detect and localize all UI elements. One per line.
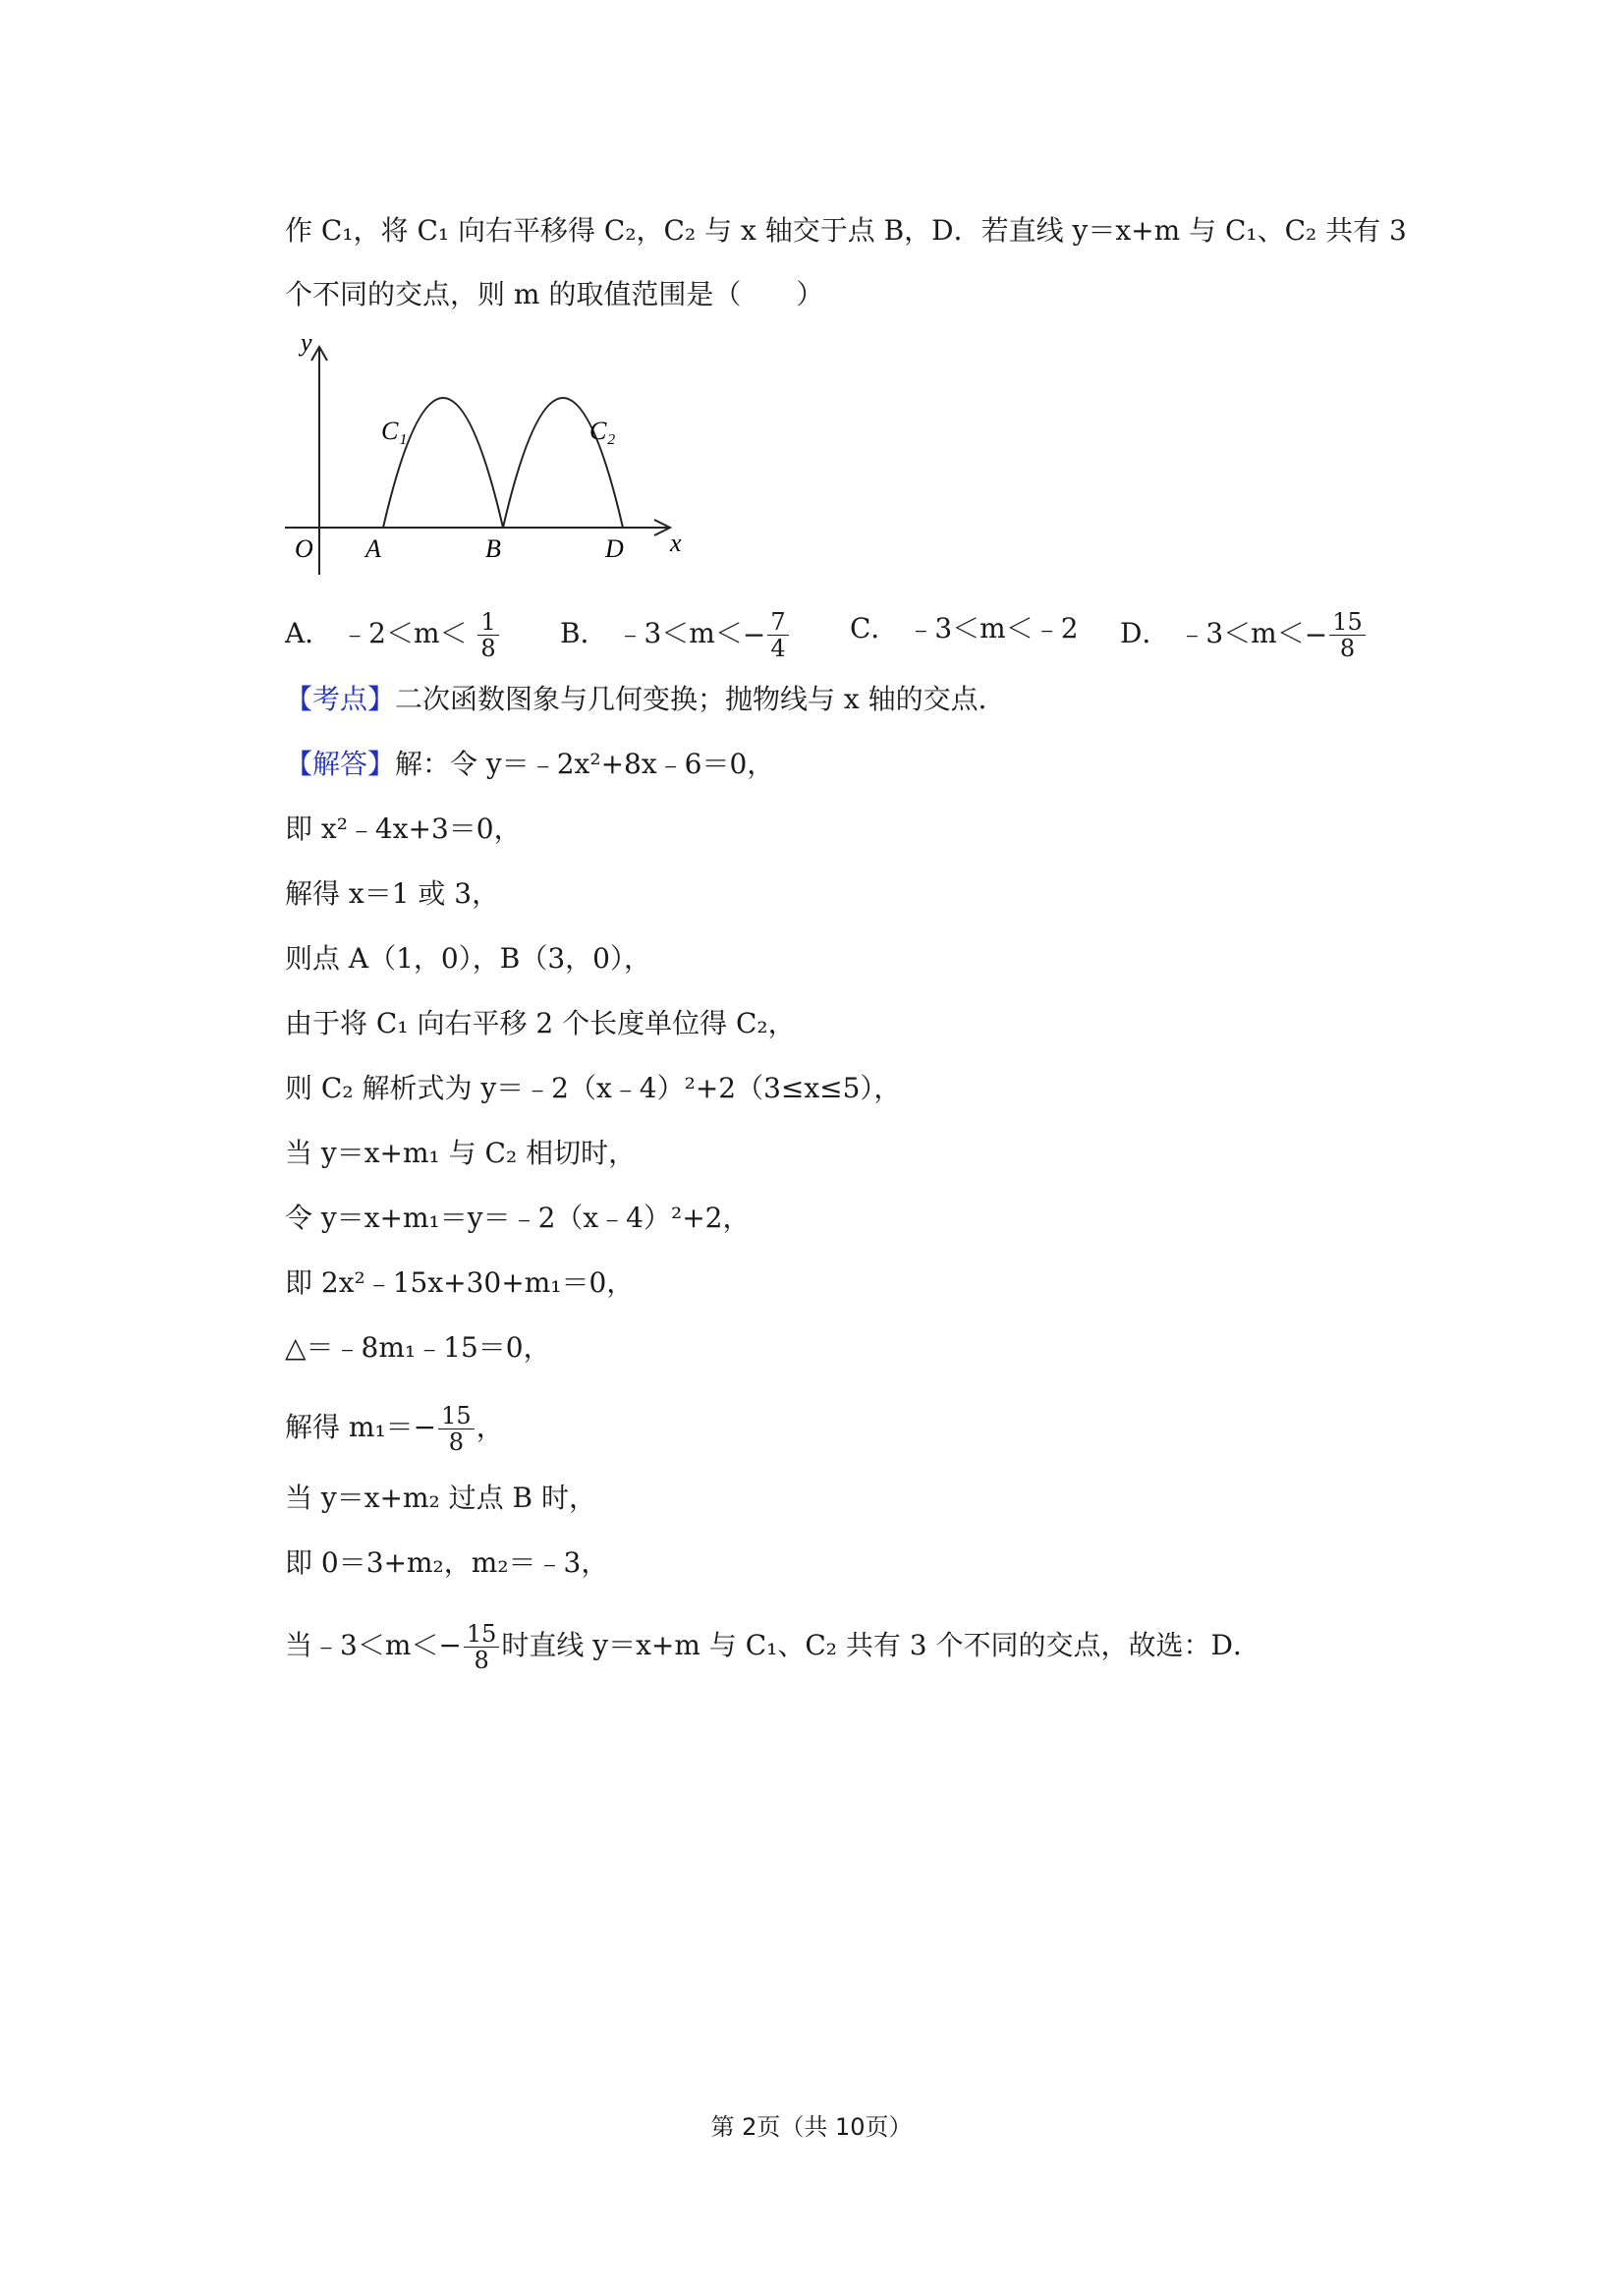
choice-a[interactable] <box>285 609 501 661</box>
final-suffix: 时直线 y＝x+m 与 C₁、C₂ 共有 3 个不同的交点，故选：D． <box>501 1629 1260 1661</box>
choice-fraction <box>767 609 788 661</box>
solution-step: 当 y＝x+m₁ 与 C₂ 相切时， <box>285 1137 637 1169</box>
curve-c1-label: C₁ <box>381 417 408 445</box>
curve-c2-label: C₂ <box>589 417 616 445</box>
fraction-numerator: 15 <box>438 1403 475 1429</box>
solution-step: 解得 x＝1 或 3， <box>285 877 500 910</box>
fraction-denominator: 8 <box>480 635 496 662</box>
point-b-label: B <box>485 534 501 563</box>
final-answer-line <box>285 1621 1260 1673</box>
parabola-graph <box>275 329 707 585</box>
fraction-denominator: 8 <box>474 1647 489 1674</box>
choice-text: ﹣2＜m＜ <box>341 617 468 649</box>
choice-d[interactable] <box>1120 609 1368 661</box>
choice-fraction <box>477 609 498 661</box>
fraction-numerator: 15 <box>464 1621 500 1648</box>
step-suffix: ， <box>476 1411 504 1443</box>
kaodian-text: 二次函数图象与几何变换；抛物线与 x 轴的交点． <box>395 683 1006 715</box>
point-d-label: D <box>605 534 624 563</box>
choice-label: D． <box>1120 617 1170 649</box>
jieda-line <box>285 745 774 784</box>
choice-b[interactable] <box>560 609 791 661</box>
solution-step: 则点 A（1，0），B（3，0）， <box>285 942 651 975</box>
fraction-denominator: 8 <box>448 1428 465 1456</box>
solution-step: 即 0＝3+m₂，m₂＝﹣3， <box>285 1546 609 1579</box>
problem-line-2: 个不同的交点，则 m 的取值范围是（ ） <box>285 278 824 310</box>
y-axis-label: y <box>301 329 312 357</box>
jieda-text: 解：令 y＝﹣2x²+8x﹣6＝0， <box>395 748 775 780</box>
choice-label: B． <box>560 617 608 649</box>
point-a-label: A <box>365 534 381 563</box>
choice-text: ﹣3＜m＜﹣2 <box>907 612 1079 644</box>
choice-text: ﹣3＜m＜ <box>1178 617 1305 649</box>
x-axis-label: x <box>670 529 682 557</box>
final-fraction <box>464 1621 500 1673</box>
choice-c[interactable] <box>850 609 1079 648</box>
choice-text: ﹣3＜m＜ <box>616 617 743 649</box>
solution-step: 由于将 C₁ 向右平移 2 个长度单位得 C₂， <box>285 1007 796 1039</box>
m1-solution-step <box>285 1403 504 1455</box>
choice-fraction <box>1329 609 1366 661</box>
solution-step: 当 y＝x+m₂ 过点 B 时， <box>285 1482 597 1514</box>
step-fraction <box>438 1403 475 1455</box>
fraction-denominator: 8 <box>1339 635 1356 662</box>
choice-neg-sign: − <box>1304 618 1328 651</box>
solution-step: 即 2x²﹣15x+30+m₁＝0， <box>285 1266 635 1299</box>
solution-step: 即 x²﹣4x+3＝0， <box>285 812 522 845</box>
fraction-numerator: 15 <box>1329 609 1366 636</box>
fraction-numerator: 7 <box>767 609 788 636</box>
jieda-tag: 【解答】 <box>285 748 396 780</box>
step-prefix: 解得 m₁＝− <box>285 1411 437 1443</box>
problem-line-1: 作 C₁，将 C₁ 向右平移得 C₂，C₂ 与 x 轴交于点 B，D．若直线 y＝x+m 与 C₁、C₂ 共有 3 <box>285 214 1407 247</box>
page-footer: 第 2页（共 10页） <box>710 2113 913 2141</box>
solution-step: △＝﹣8m₁﹣15＝0， <box>285 1331 551 1364</box>
choice-neg-sign: − <box>742 618 766 651</box>
final-prefix: 当﹣3＜m＜− <box>285 1629 462 1661</box>
choice-label: C． <box>850 612 899 644</box>
fraction-denominator: 4 <box>770 635 786 662</box>
solution-step: 令 y＝x+m₁＝y＝﹣2（x﹣4）²+2， <box>285 1202 751 1234</box>
kaodian-tag: 【考点】 <box>285 683 396 715</box>
origin-label: O <box>295 534 313 563</box>
kaodian-line <box>285 680 1006 719</box>
fraction-numerator: 1 <box>477 609 498 636</box>
choice-label: A． <box>285 617 333 649</box>
solution-step: 则 C₂ 解析式为 y＝﹣2（x﹣4）²+2（3≤x≤5）， <box>285 1072 902 1104</box>
